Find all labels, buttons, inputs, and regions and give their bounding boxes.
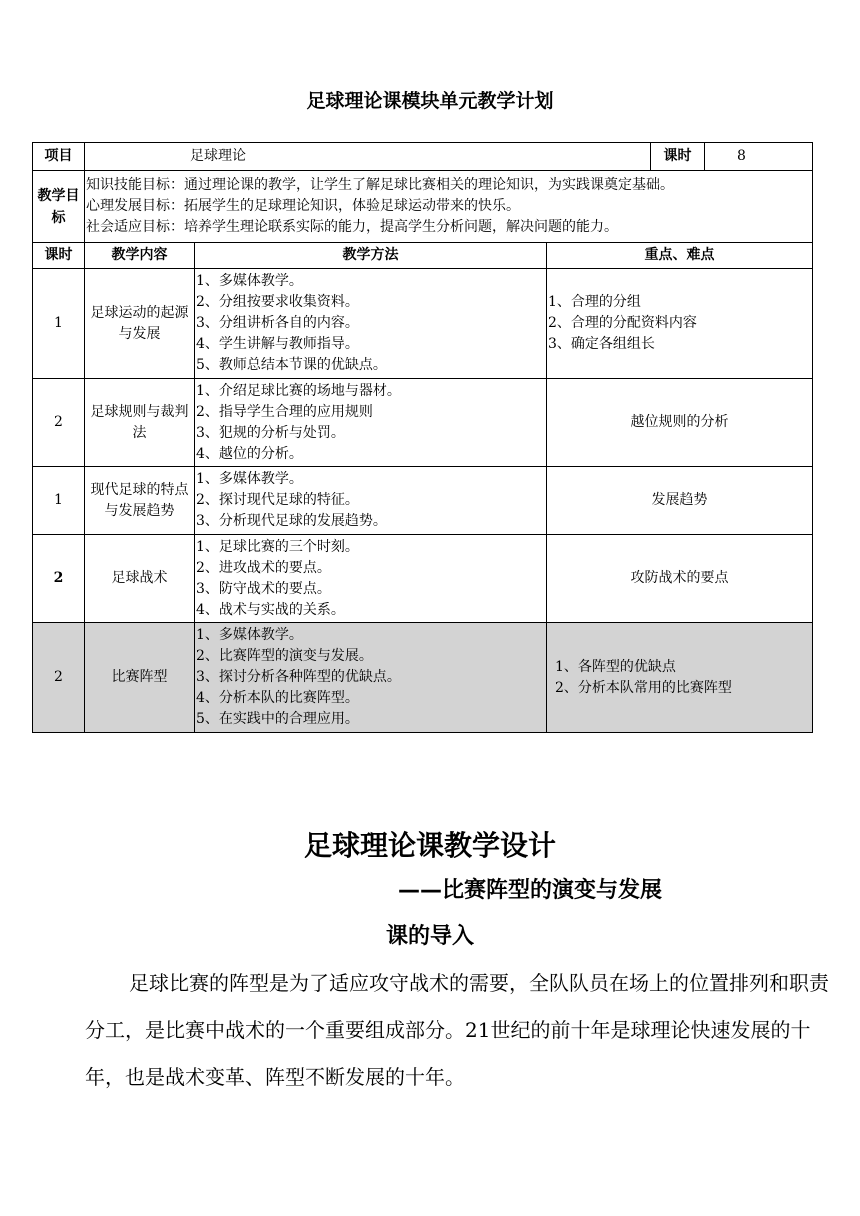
row-hours: 2 <box>33 535 85 623</box>
column-header: 教学内容 <box>85 243 195 269</box>
row-methods <box>195 467 547 535</box>
hours-label: 课时 <box>651 143 705 171</box>
row-content: 足球运动的起源与发展 <box>85 269 195 379</box>
goals-list <box>85 171 813 243</box>
method-item: 2、探讨现代足球的特征。 <box>196 492 359 508</box>
row-key-points <box>547 535 813 623</box>
key-point-item: 1、合理的分组 <box>548 294 641 310</box>
plan-row <box>33 467 813 535</box>
method-item: 1、多媒体教学。 <box>196 627 303 643</box>
method-item: 2、比赛阵型的演变与发展。 <box>196 648 373 664</box>
method-item: 1、多媒体教学。 <box>196 471 303 487</box>
key-point-item: 2、合理的分配资料内容 <box>548 315 697 331</box>
teaching-plan-table <box>32 142 813 733</box>
section-heading: 课的导入 <box>385 924 474 949</box>
design-title: 足球理论课教学设计 <box>303 829 556 862</box>
key-point-item: 2、分析本队常用的比赛阵型 <box>555 679 732 696</box>
project-label: 项目 <box>33 143 85 171</box>
row-content: 足球战术 <box>85 535 195 623</box>
row-key-points <box>547 623 813 733</box>
method-item: 4、分析本队的比赛阵型。 <box>196 690 359 706</box>
row-key-points <box>547 379 813 467</box>
header-row <box>33 143 813 171</box>
method-item: 1、介绍足球比赛的场地与器材。 <box>196 382 401 399</box>
project-value: 足球理论 <box>85 143 651 171</box>
goals-label: 教学目标 <box>33 171 85 243</box>
plan-row <box>33 269 813 379</box>
key-point-item: 发展趋势 <box>651 492 708 508</box>
method-item: 3、犯规的分析与处罚。 <box>196 424 345 441</box>
method-item: 5、教师总结本节课的优缺点。 <box>196 357 387 373</box>
row-methods <box>195 269 547 379</box>
goals-row <box>33 171 813 243</box>
row-methods <box>195 623 547 733</box>
design-subtitle: ——比赛阵型的演变与发展 <box>397 878 662 903</box>
key-point-item: 越位规则的分析 <box>630 414 729 430</box>
method-item: 2、分组按要求收集资料。 <box>196 294 359 310</box>
method-item: 4、学生讲解与教师指导。 <box>196 336 359 352</box>
column-header: 课时 <box>33 243 85 269</box>
method-item: 2、指导学生合理的应用规则 <box>196 403 373 420</box>
method-item: 4、越位的分析。 <box>196 445 303 462</box>
column-header: 教学方法 <box>195 243 547 269</box>
row-key-points <box>547 467 813 535</box>
method-item: 3、防守战术的要点。 <box>196 580 331 597</box>
method-item: 1、足球比赛的三个时刻。 <box>196 538 359 555</box>
row-methods <box>195 535 547 623</box>
row-content: 比赛阵型 <box>85 623 195 733</box>
goal-line: 社会适应目标：培养学生理论联系实际的能力，提高学生分析问题，解决问题的能力。 <box>86 219 618 235</box>
row-content: 现代足球的特点与发展趋势 <box>85 467 195 535</box>
method-item: 1、多媒体教学。 <box>196 273 303 289</box>
hours-value: 8 <box>705 143 813 171</box>
row-hours: 2 <box>33 623 85 733</box>
plan-row <box>33 535 813 623</box>
column-header: 重点、难点 <box>547 243 813 269</box>
key-point-item: 3、确定各组组长 <box>548 336 655 352</box>
column-header-row <box>33 243 813 269</box>
row-hours: 1 <box>33 269 85 379</box>
row-key-points <box>547 269 813 379</box>
row-content: 足球规则与裁判法 <box>85 379 195 467</box>
row-hours: 1 <box>33 467 85 535</box>
method-item: 5、在实践中的合理应用。 <box>196 711 359 727</box>
method-item: 4、战术与实战的关系。 <box>196 601 345 618</box>
method-item: 3、探讨分析各种阵型的优缺点。 <box>196 669 401 685</box>
key-point-item: 1、各阵型的优缺点 <box>555 658 676 675</box>
plan-row <box>33 623 813 733</box>
plan-row <box>33 379 813 467</box>
page-title: 足球理论课模块单元教学计划 <box>306 90 554 112</box>
goal-line: 心理发展目标：拓展学生的足球理论知识，体验足球运动带来的快乐。 <box>86 198 520 214</box>
method-item: 3、分析现代足球的发展趋势。 <box>196 513 387 529</box>
method-item: 3、分组讲析各自的内容。 <box>196 315 359 331</box>
key-point-item: 攻防战术的要点 <box>630 570 729 586</box>
row-hours: 2 <box>33 379 85 467</box>
goal-line: 知识技能目标：通过理论课的教学，让学生了解足球比赛相关的理论知识，为实践课奠定基础。 <box>86 177 674 193</box>
method-item: 2、进攻战术的要点。 <box>196 559 331 576</box>
intro-paragraph: 足球比赛的阵型是为了适应攻守战术的需要，全队队员在场上的位置排列和职责分工，是比赛中战术的一个重要组成部分。21世纪的前十年是球理论快速发展的十年，也是战术变革、阵型不断发展的十年。 <box>85 971 829 1089</box>
row-methods <box>195 379 547 467</box>
